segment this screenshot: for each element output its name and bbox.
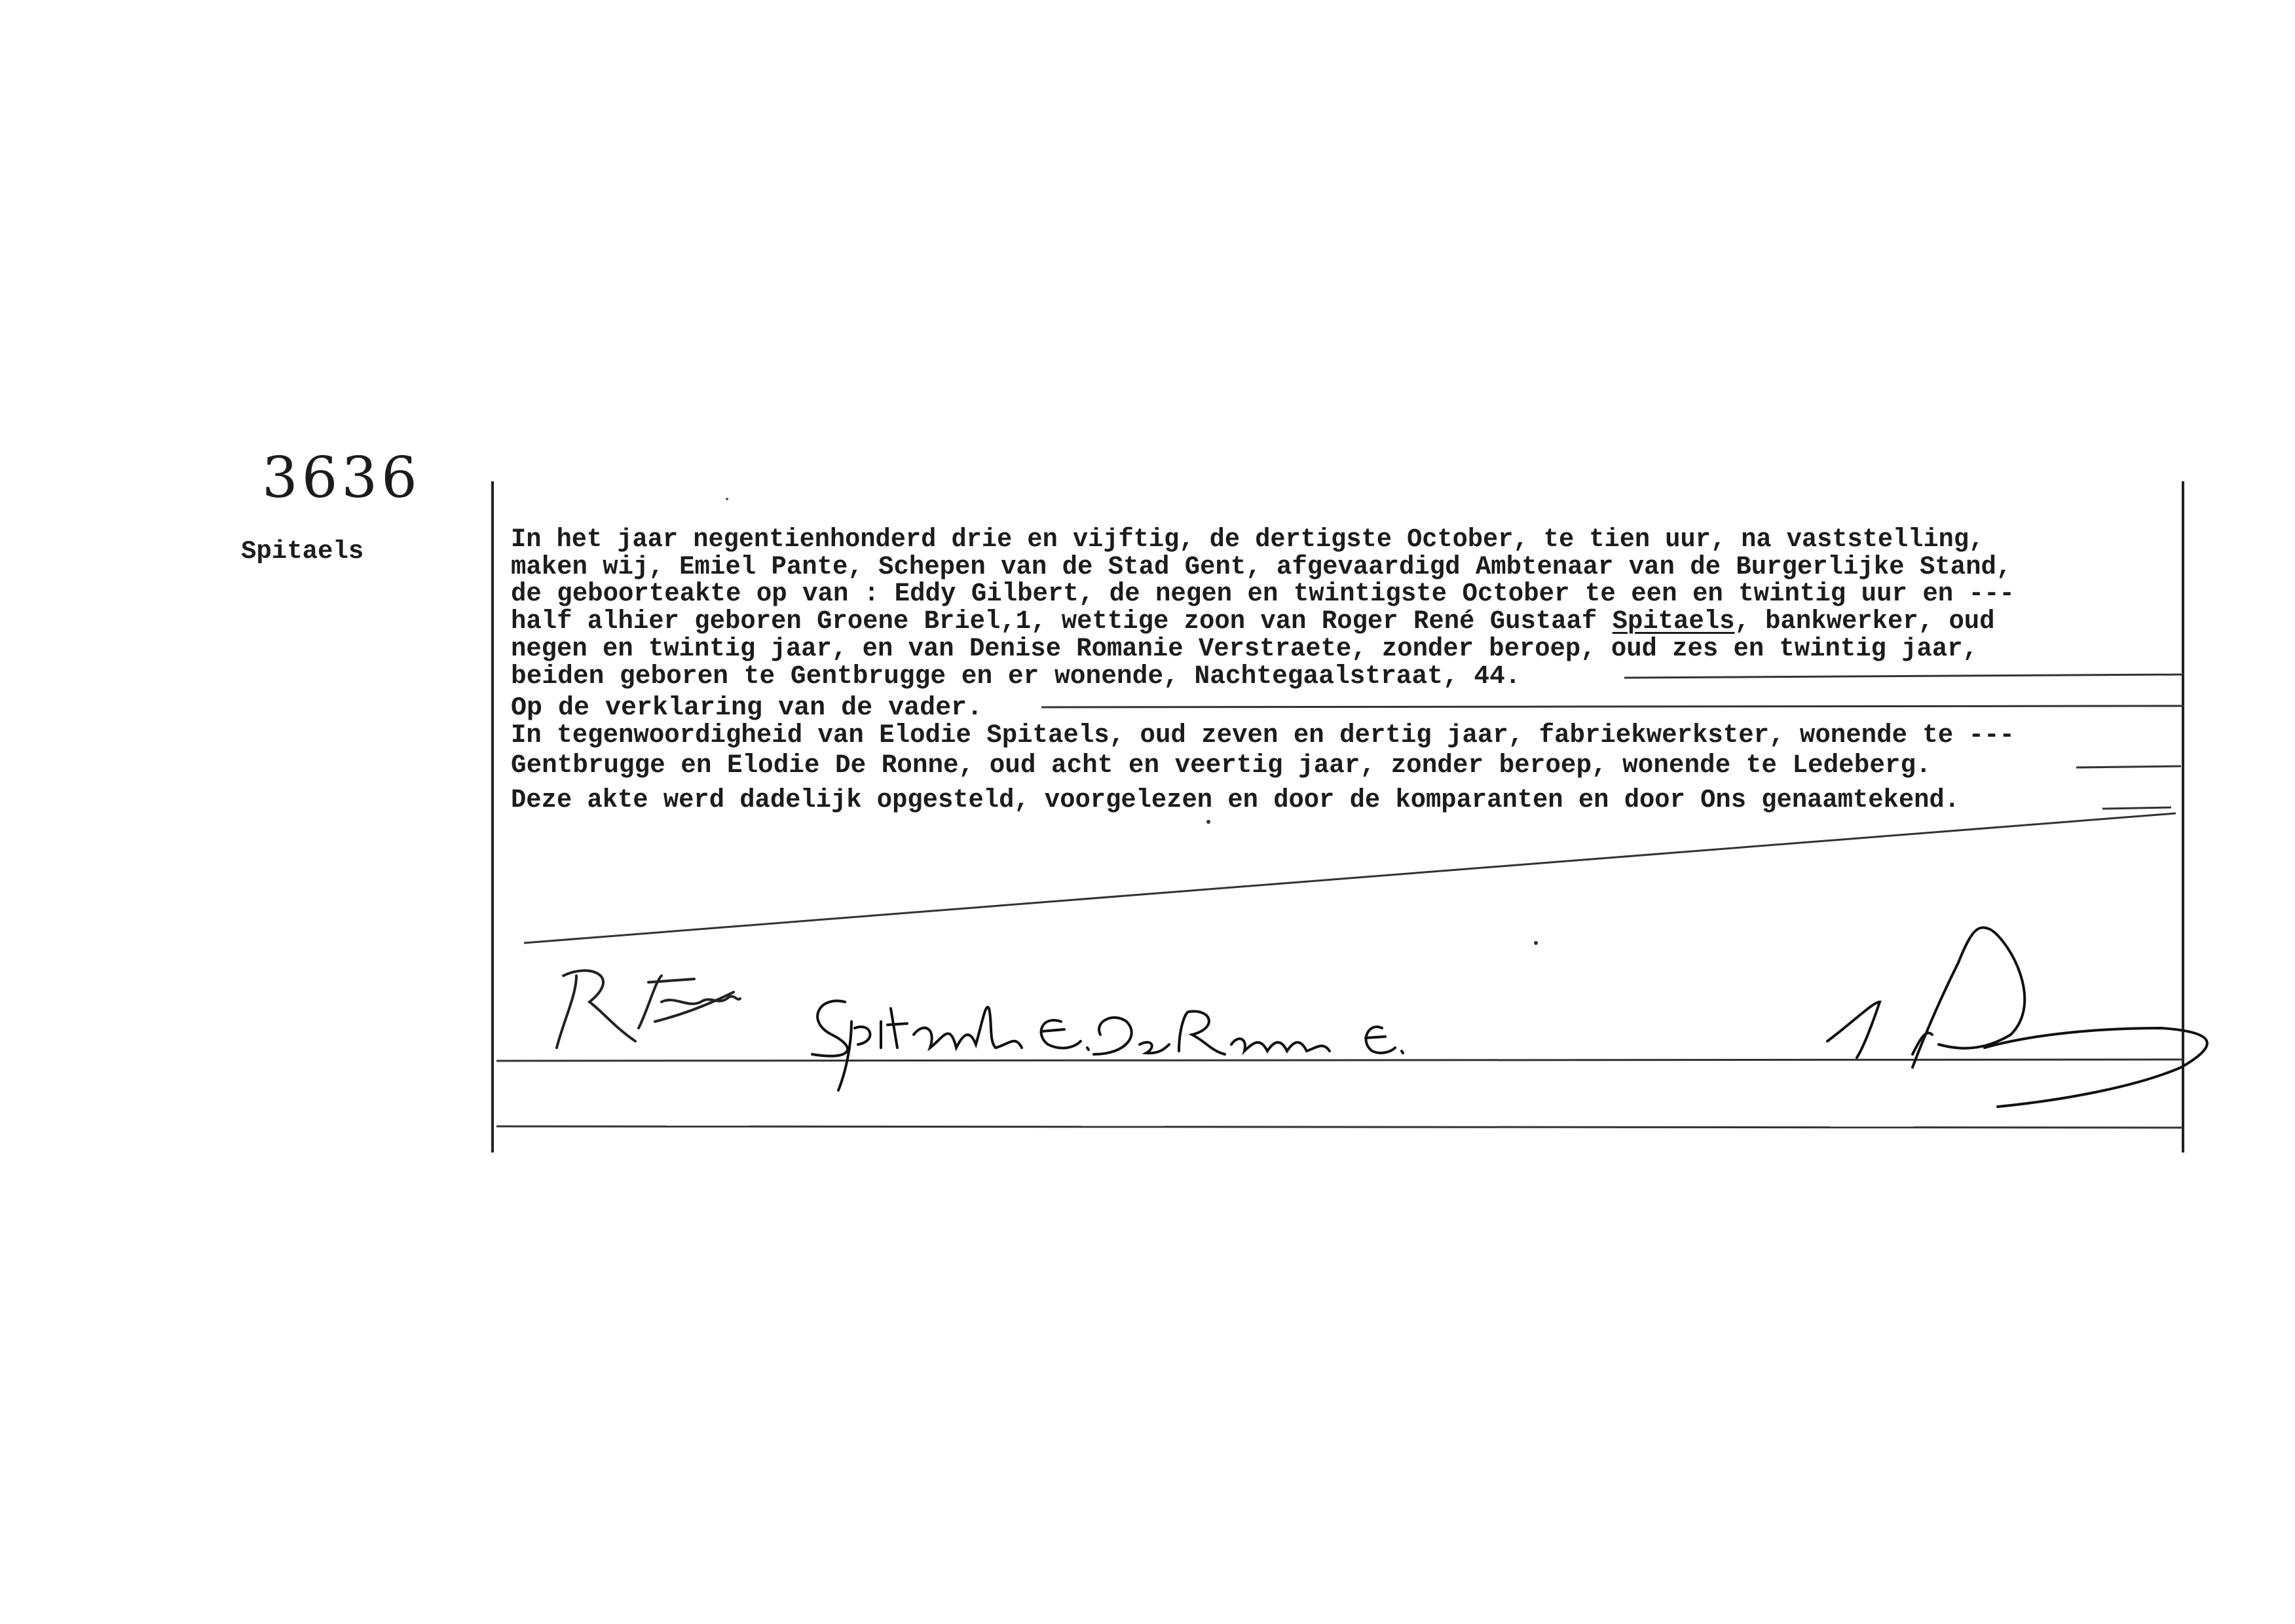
underlined-surname: Spitaels (1612, 607, 1735, 637)
closing-line: Deze akte werd dadelijk opgesteld, voorgelezen en door de komparanten en door Ons genaamtekend. (511, 786, 1960, 815)
witness-line: In tegenwoordigheid van Elodie Spitaels, oud zeven en dertig jaar, fabriekwerkster, wonende te --- (511, 721, 2015, 750)
ink-dot (1206, 820, 1210, 824)
body-line-tail: , bankwerker, oud (1734, 607, 1995, 637)
signature-witness-deronne (1094, 1011, 1403, 1054)
signature-officer (1827, 928, 2207, 1107)
ink-dot (1534, 941, 1538, 945)
body-line-head: half alhier geboren Groene Briel,1, wettige zoon van Roger René Gustaaf (511, 607, 1613, 637)
body-line: In het jaar negentienhonderd drie en vijftig, de dertigste October, te tien uur, na vaststelling, (511, 525, 1985, 555)
strike-diagonal-line (524, 813, 2176, 943)
filler-line-1 (1624, 674, 2184, 678)
body-line: maken wij, Emiel Pante, Schepen van de Stad Gent, afgevaardigd Ambtenaar van de Burgerlijke Stand, (511, 553, 2012, 582)
declaration-line: Op de verklaring van de vader. (511, 693, 983, 723)
witness-line: Gentbrugge en Elodie De Ronne, oud acht en veertig jaar, zonder beroep, wonende te Ledeberg. (511, 751, 1931, 781)
signature-witness-spitaels (812, 1001, 1089, 1090)
body-line-with-surname (511, 609, 1995, 635)
body-line: negen en twintig jaar, en van Denise Romanie Verstraete, zonder beroep, oud zes en twintig jaar, (511, 635, 1978, 664)
filler-line-3 (2076, 766, 2181, 767)
signature-rule (496, 1060, 2183, 1061)
margin-surname: Spitaels (241, 537, 364, 566)
record-number: 3636 (262, 445, 421, 511)
body-line: beiden geboren te Gentbrugge en er wonende, Nachtegaalstraat, 44. (511, 662, 1521, 692)
filler-line-2 (1041, 706, 2184, 707)
filler-line-4 (2102, 807, 2171, 809)
ink-dot (726, 498, 728, 500)
bottom-rule (496, 1126, 2183, 1128)
body-line: de geboorteakte op van : Eddy Gilbert, de negen en twintigste October te een en twintig uur en --- (511, 580, 2015, 609)
signature-father (557, 970, 740, 1048)
